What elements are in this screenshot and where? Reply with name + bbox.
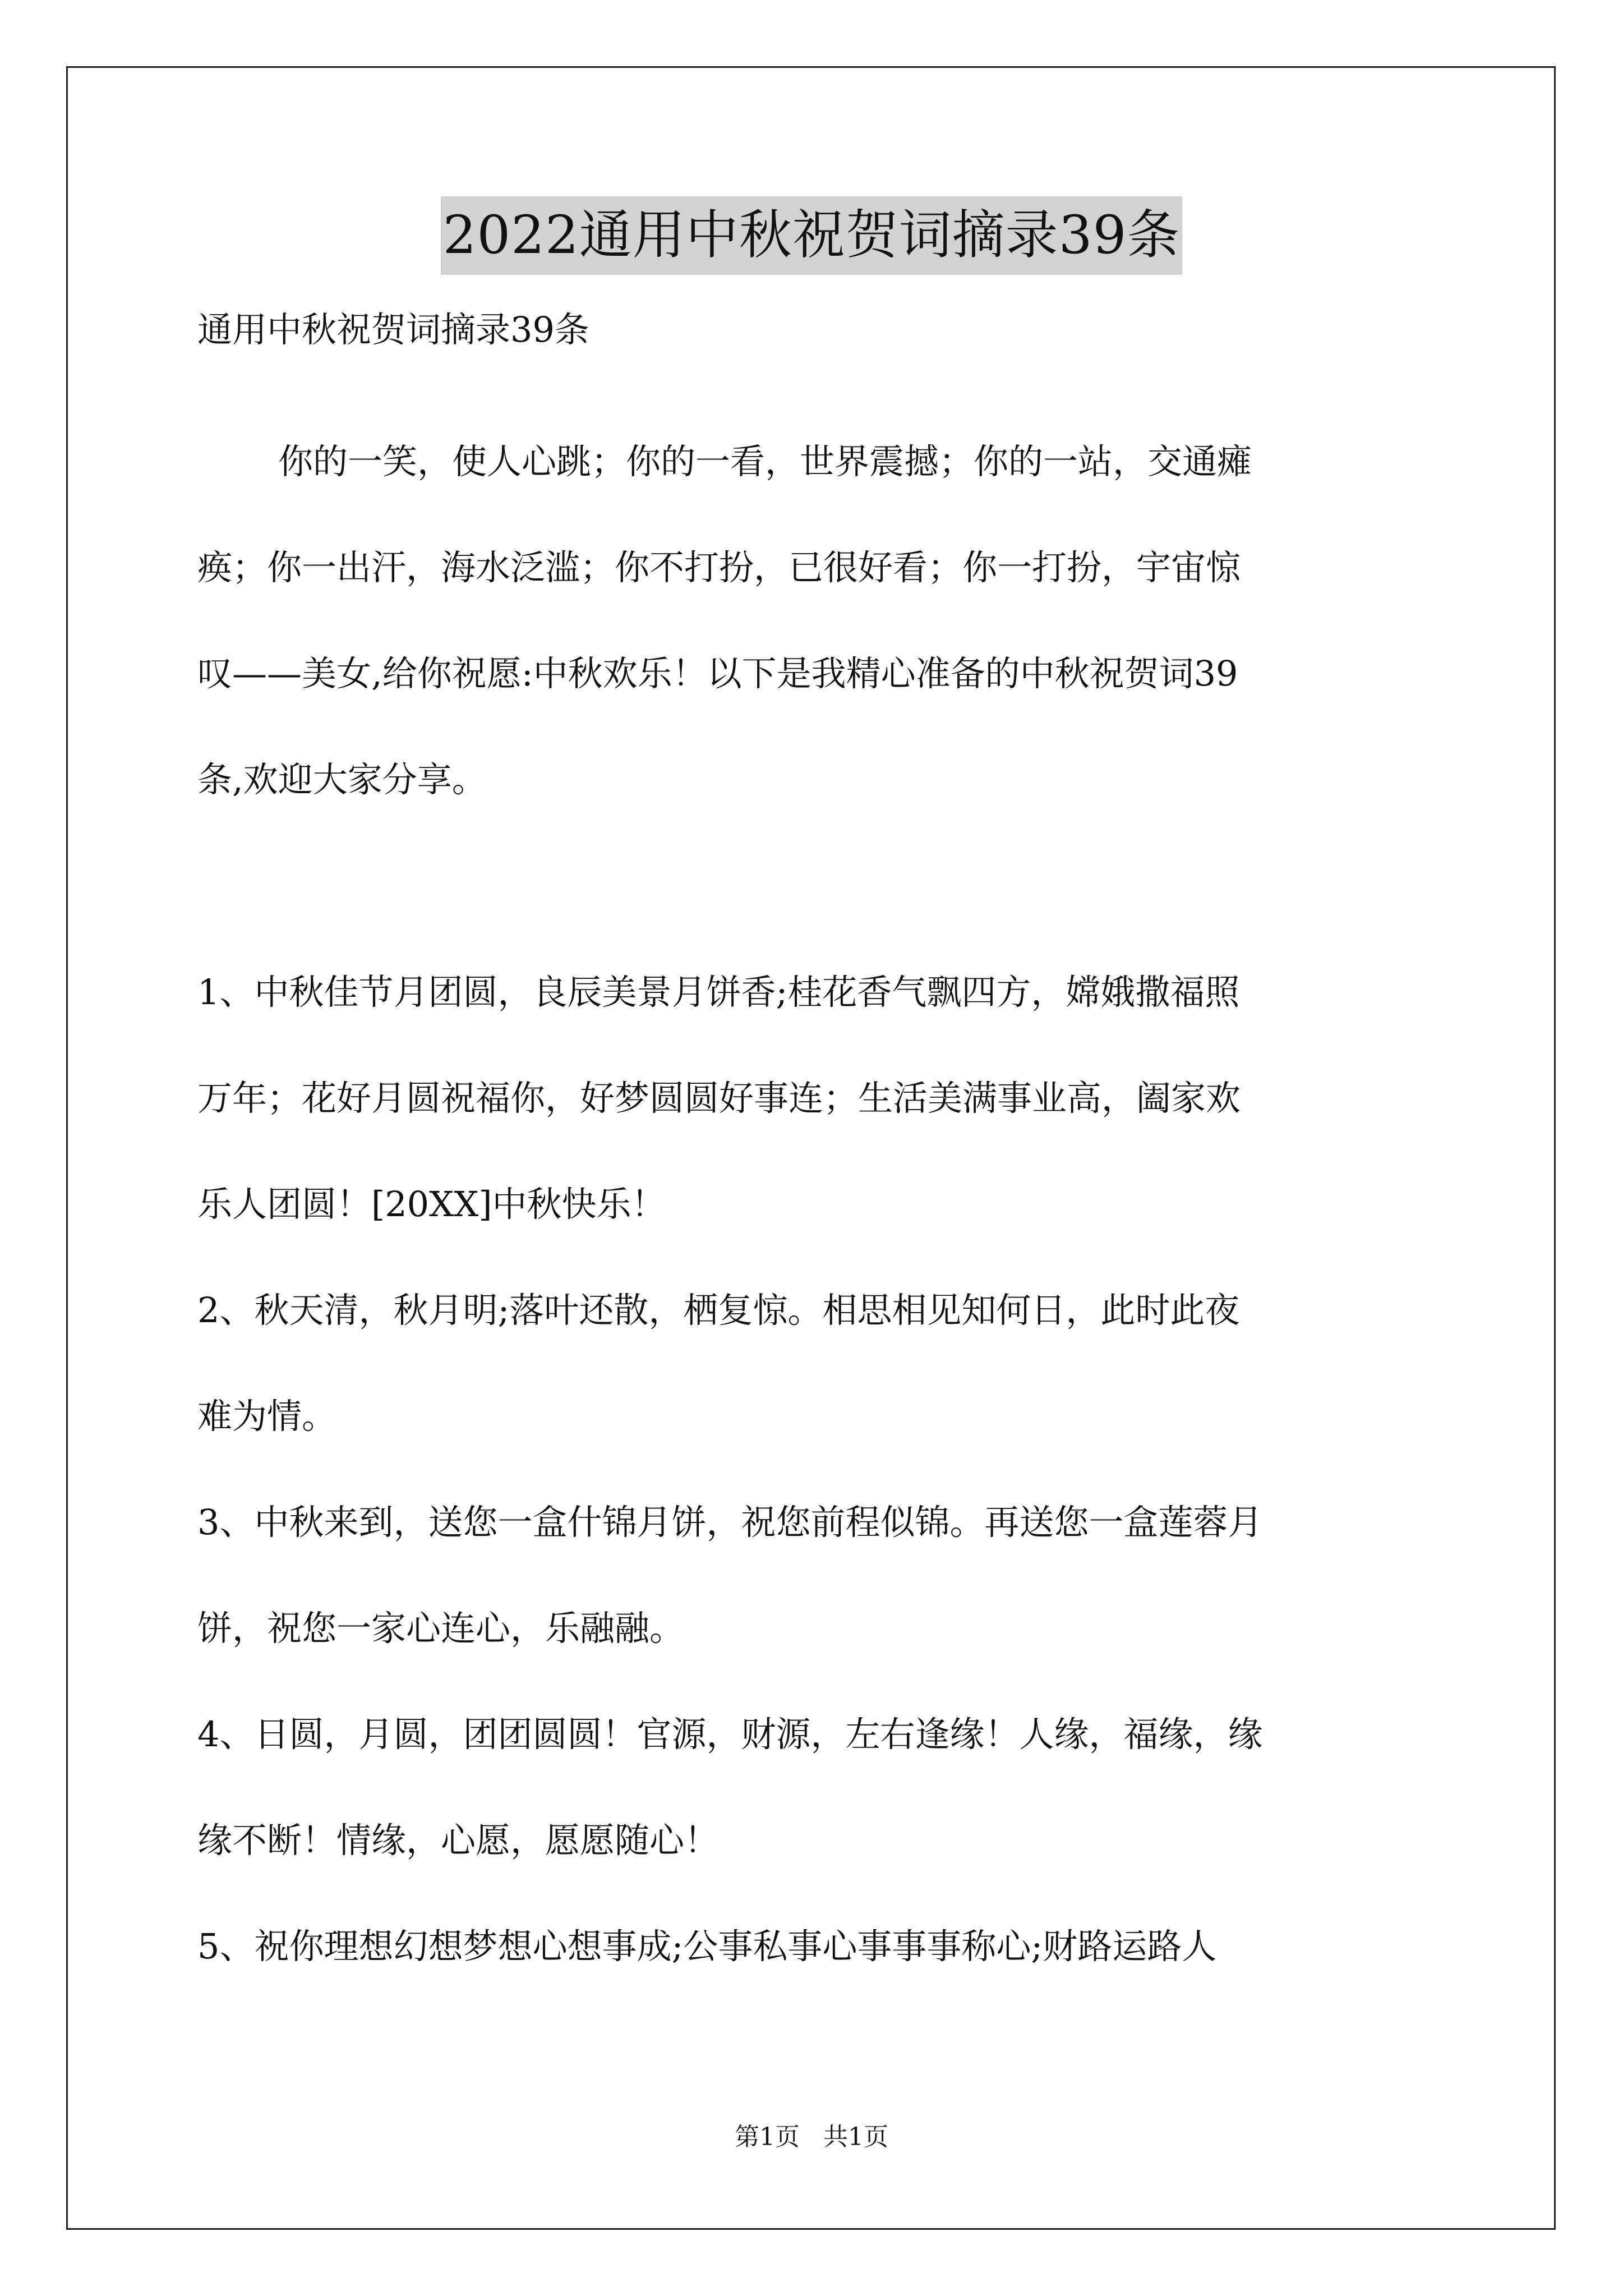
intro-paragraph bbox=[197, 408, 1442, 832]
list-item-line: 4、日圆，月圆，团团圆圆！官源，财源，左右逢缘！人缘，福缘，缘 bbox=[197, 1714, 1263, 1755]
page-footer: 第1页 共1页 bbox=[735, 2123, 888, 2151]
document-title: 2022通用中秋祝贺词摘录39条 bbox=[441, 196, 1183, 275]
intro-line: 你的一笑，使人心跳；你的一看，世界震撼；你的一站，交通瘫 bbox=[278, 441, 1252, 482]
intro-line: 条,欢迎大家分享。 bbox=[197, 759, 487, 800]
list-item-line: 万年；花好月圆祝福你，好梦圆圆好事连；生活美满事业高，阖家欢 bbox=[197, 1078, 1241, 1119]
list-item-line: 3、中秋来到，送您一盒什锦月饼，祝您前程似锦。再送您一盒莲蓉月 bbox=[197, 1502, 1263, 1543]
intro-line: 痪；你一出汗，海水泛滥；你不打扮，已很好看；你一打扮，宇宙惊 bbox=[197, 547, 1241, 588]
list-item-5 bbox=[197, 1893, 1442, 1999]
list-item-line: 乐人团圆！[20XX]中秋快乐！ bbox=[197, 1184, 666, 1225]
list-item-2 bbox=[197, 1257, 1442, 1469]
paragraph-gap bbox=[197, 832, 1442, 939]
list-item-1 bbox=[197, 939, 1442, 1257]
list-item-4 bbox=[197, 1681, 1442, 1893]
list-item-line: 5、祝你理想幻想梦想心想事成;公事私事心事事事称心;财路运路人 bbox=[197, 1926, 1217, 1967]
document-body bbox=[197, 303, 1442, 1999]
list-item-line: 缘不断！情缘，心愿，愿愿随心！ bbox=[197, 1820, 720, 1861]
document-subtitle: 通用中秋祝贺词摘录39条 bbox=[197, 309, 589, 350]
list-item-line: 1、中秋佳节月团圆，良辰美景月饼香;桂花香气飘四方，嫦娥撒福照 bbox=[197, 972, 1240, 1013]
intro-line: 叹——美女,给你祝愿:中秋欢乐！以下是我精心准备的中秋祝贺词39 bbox=[197, 653, 1238, 694]
list-item-line: 饼，祝您一家心连心，乐融融。 bbox=[197, 1608, 685, 1649]
list-item-line: 2、秋天清，秋月明;落叶还散，栖复惊。相思相见知何日，此时此夜 bbox=[197, 1290, 1240, 1331]
list-item-3 bbox=[197, 1469, 1442, 1681]
title-wrap bbox=[0, 196, 1623, 275]
list-item-line: 难为情。 bbox=[197, 1396, 337, 1437]
